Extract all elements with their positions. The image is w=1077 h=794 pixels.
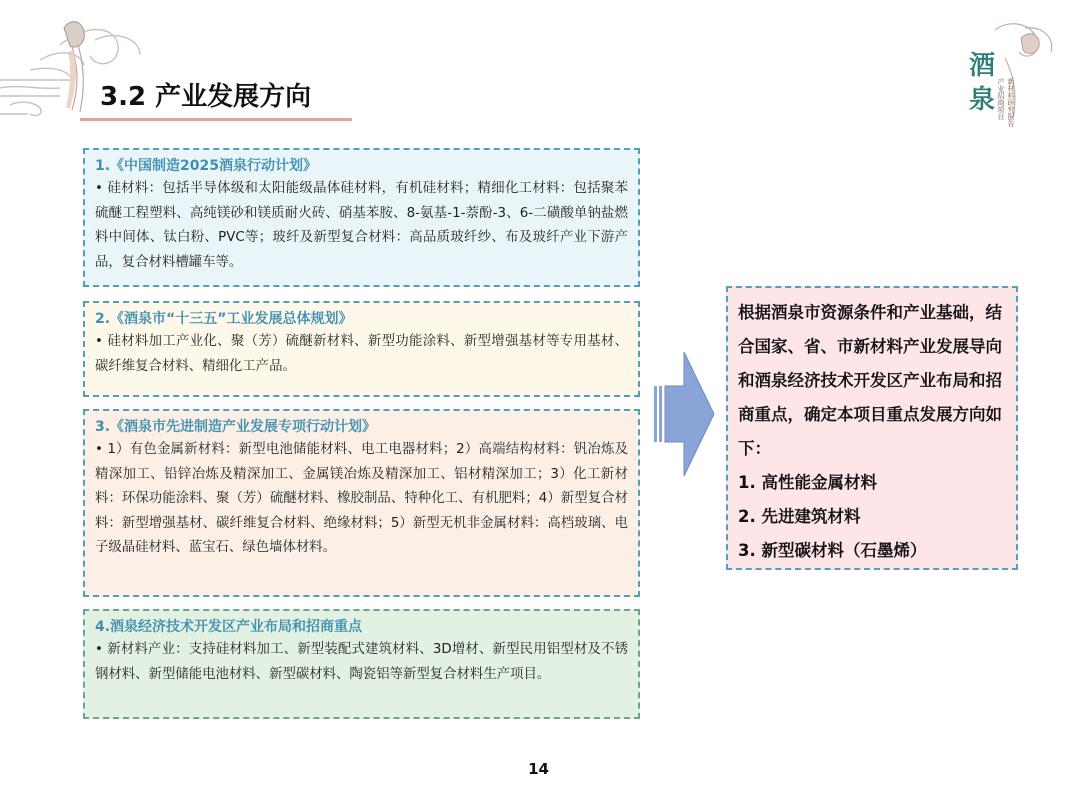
source-heading: 4.酒泉经济技术开发区产业布局和招商重点 xyxy=(95,619,363,635)
source-heading: 1.《中国制造2025酒泉行动计划》 xyxy=(95,158,318,174)
svg-text:新材料研究报告: 新材料研究报告 xyxy=(1007,78,1015,127)
source-body: • 1）有色金属新材料：新型电池储能材料、电工电器材料；2）高端结构材料：钒冶炼及精深加工、铅锌冶炼及精深加工、金属镁冶炼及精深加工、铝材精深加工；3）化工新材料：环保功能涂料、聚（芳）硫醚材料、橡胶制品、特种化工、有机肥料；4）新型复合材料：新型增强基材、碳纤维复合材料、绝缘材料；5）新型无机非金属材料：高档玻璃、电子级晶硅材料、蓝宝石、绿色墙体材料。 xyxy=(95,442,628,556)
right-arrow-icon xyxy=(654,350,716,478)
source-box-4 xyxy=(83,609,640,719)
source-box-3 xyxy=(83,409,640,597)
summary-item-1: 1. 高性能金属材料 xyxy=(738,473,877,492)
source-body: • 新材料产业：支持硅材料加工、新型装配式建筑材料、3D增材、新型民用铝型材及不锈钢材料、新型储能电池材料、新型碳材料、陶瓷铝等新型复合材料生产项目。 xyxy=(95,642,628,682)
svg-text:产业招商项目: 产业招商项目 xyxy=(997,78,1005,120)
page-title: 3.2 产业发展方向 xyxy=(100,82,312,112)
source-box-2 xyxy=(83,301,640,397)
source-heading: 2.《酒泉市“十三五”工业发展总体规划》 xyxy=(95,311,353,327)
source-body: • 硅材料加工产业化、聚（芳）硫醚新材料、新型功能涂料、新型增强基材等专用基材、碳纤维复合材料、精细化工产品。 xyxy=(95,334,628,374)
source-body: • 硅材料：包括半导体级和太阳能级晶体硅材料，有机硅材料；精细化工材料：包括聚苯硫醚工程塑料、高纯镁砂和镁质耐火砖、硝基苯胺、8-氨基-1-萘酚-3、6-二磺酸单钠盐燃料中间体、钛白粉、PVC等；玻纤及新型复合材料：高品质玻纤纱、布及玻纤产业下游产品，复合材料槽罐车等。 xyxy=(95,181,628,270)
summary-item-2: 2. 先进建筑材料 xyxy=(738,507,861,526)
logo-text-main: 酒 xyxy=(969,51,996,81)
source-heading: 3.《酒泉市先进制造产业发展专项行动计划》 xyxy=(95,419,377,435)
jiuquan-logo xyxy=(955,18,1065,136)
page-number: 14 xyxy=(528,760,549,778)
source-box-1 xyxy=(83,148,640,287)
summary-lead: 根据酒泉市资源条件和产业基础，结合国家、省、市新材料产业发展导向和酒泉经济技术开发区产业布局和招商重点，确定本项目重点发展方向如下： xyxy=(738,303,1002,458)
summary-box xyxy=(726,286,1018,570)
summary-item-3: 3. 新型碳材料（石墨烯） xyxy=(738,541,927,560)
svg-text:泉: 泉 xyxy=(969,85,996,115)
